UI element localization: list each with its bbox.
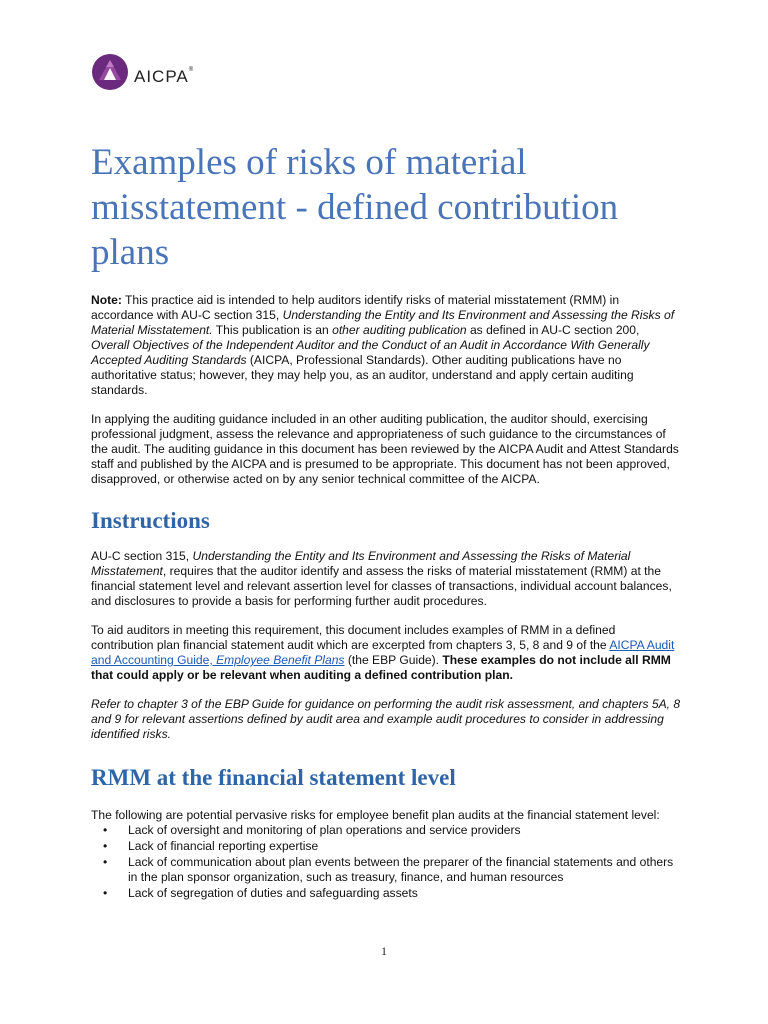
aicpa-logo [90, 52, 194, 92]
bullet-icon: • [103, 839, 108, 853]
list-item: • Lack of financial reporting expertise [103, 839, 319, 853]
bullet-icon: • [103, 823, 108, 837]
instructions-paragraph-3: Refer to chapter 3 of the EBP Guide for guidance on performing the audit risk assessment, and chapters 5A, 8 and 9 for relevant assertions defined by audit area and example audit procedures to consider in addressing identified risks. [91, 697, 681, 741]
rmm-intro: The following are potential pervasive risks for employee benefit plan audits at the financial statement level: [91, 808, 660, 822]
instructions-heading: Instructions [91, 508, 210, 533]
instructions-paragraph-1: AU-C section 315, Understanding the Entity and Its Environment and Assessing the Risks of Material Misstatement, requires that the auditor identify and assess the risks of material misstatement (RMM) at the financial statement level and relevant assertion level for classes of transactions, individual account balances, and disclosures to provide a basis for performing further audit procedures. [91, 549, 672, 608]
guidance-paragraph: In applying the auditing guidance included in an other auditing publication, the auditor should, exercising professional judgment, assess the relevance and appropriateness of such guidance to the circumstances of the audit. The auditing guidance in this document has been reviewed by the AICPA Audit and Attest Standards staff and published by the AICPA and is presumed to be appropriate. This document has not been approved, disapproved, or otherwise acted on by any senior technical committee of the AICPA. [91, 412, 679, 486]
ebp-guide-link[interactable]: AICPA Audit and Accounting Guide, Employee Benefit Plans [91, 638, 675, 667]
rmm-heading: RMM at the financial statement level [91, 765, 456, 790]
document-body [91, 140, 681, 902]
list-item: • Lack of communication about plan events between the preparer of the financial statements and others in the plan sponsor organization, such as treasury, finance, and human resources [103, 855, 674, 884]
page-number: 1 [381, 944, 387, 958]
logo-wordmark: AICPA® [134, 67, 195, 86]
bullet-icon: • [103, 886, 108, 900]
list-item: • Lack of oversight and monitoring of plan operations and service providers [103, 823, 521, 837]
aicpa-logo-icon [90, 52, 130, 92]
note-paragraph: Note: This practice aid is intended to help auditors identify risks of material misstatement (RMM) in accordance with AU-C section 315, Understanding the Entity and Its Environment and Assessing the Risks of Material Misstatement. This publication is an other auditing publication as defined in AU-C section 200, Overall Objectives of the Independent Auditor and the Conduct of an Audit in Accordance With Generally Accepted Auditing Standards (AICPA, Professional Standards). Other auditing publications have no authoritative status; however, they may help you, as an auditor, understand and apply certain auditing standards. [91, 293, 675, 397]
document-title: Examples of risks of material misstatement - defined contribution plans [91, 142, 619, 273]
rmm-list [91, 823, 681, 901]
list-item: • Lack of segregation of duties and safeguarding assets [103, 886, 418, 900]
bullet-icon: • [103, 855, 108, 869]
instructions-paragraph-2: To aid auditors in meeting this requirement, this document includes examples of RMM in a defined contribution plan financial statement audit which are excerpted from chapters 3, 5, 8 and 9 of the AICPA Audit and Accounting Guide, Employee Benefit Plans (the EBP Guide). These examples do not include all RMM that could apply or be relevant when auditing a defined contribution plan. [91, 623, 675, 682]
